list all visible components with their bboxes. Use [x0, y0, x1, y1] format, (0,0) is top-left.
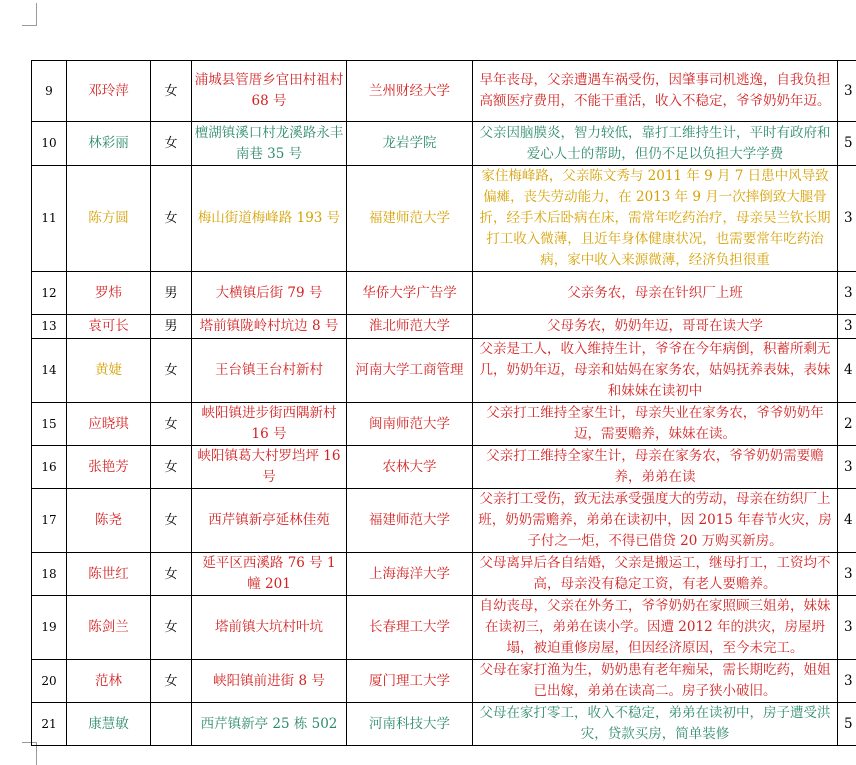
cell-student-name: 罗炜	[67, 272, 151, 315]
cell-address: 塔前镇大坑村叶坑	[192, 596, 347, 660]
cell-gender: 女	[151, 339, 192, 403]
table-row	[32, 446, 856, 489]
cell-address: 延平区西溪路 76 号 1 幢 201	[192, 553, 347, 596]
cell-number: 19	[32, 596, 67, 660]
cell-address: 西芹镇新亭延林佳苑	[192, 489, 347, 553]
cell-family-situation: 父亲是工人，收入维持生计，爷爷在今年病倒，积蓄所剩无几，奶奶年迈，母亲和姑妈在家务农，姑妈抚养表妹，表妹和妹妹在读初中	[473, 339, 838, 403]
cell-student-name: 林彩丽	[67, 122, 151, 166]
cell-gender: 女	[151, 596, 192, 660]
cell-gender: 女	[151, 122, 192, 166]
cell-family-situation: 父母在家打零工，收入不稳定，弟弟在读初中，房子遭受洪灾，贷款买房，简单装修	[473, 703, 838, 746]
document-page	[31, 60, 856, 746]
cell-university: 农林大学	[347, 446, 473, 489]
cell-student-name: 袁可长	[67, 315, 151, 339]
cell-gender	[151, 703, 192, 746]
cell-university: 闽南师范大学	[347, 403, 473, 446]
cell-extra: 3	[838, 315, 856, 339]
cell-address: 梅山街道梅峰路 193 号	[192, 166, 347, 272]
cell-gender: 女	[151, 660, 192, 703]
cell-university: 福建师范大学	[347, 489, 473, 553]
cell-gender: 女	[151, 489, 192, 553]
cell-student-name: 陈世红	[67, 553, 151, 596]
table-row	[32, 315, 856, 339]
table-row	[32, 553, 856, 596]
cell-number: 15	[32, 403, 67, 446]
student-aid-table	[31, 60, 856, 746]
cell-number: 9	[32, 61, 67, 122]
cell-extra: 3	[838, 166, 856, 272]
cell-family-situation: 父母在家打渔为生，奶奶患有老年痴呆，需长期吃药，姐姐已出嫁，弟弟在读高二。房子狭小破旧。	[473, 660, 838, 703]
cell-student-name: 范林	[67, 660, 151, 703]
cell-address: 塔前镇陇岭村坑边 8 号	[192, 315, 347, 339]
cell-number: 16	[32, 446, 67, 489]
table-row	[32, 272, 856, 315]
table-row	[32, 403, 856, 446]
cell-extra: 3	[838, 446, 856, 489]
cell-gender: 男	[151, 315, 192, 339]
cell-family-situation: 父母务农，奶奶年迈，哥哥在读大学	[473, 315, 838, 339]
cell-extra: 3	[838, 596, 856, 660]
cell-extra: 2	[838, 403, 856, 446]
cell-family-situation: 父亲打工维持全家生计，母亲失业在家务农，爷爷奶奶年迈，需要赡养，妹妹在读。	[473, 403, 838, 446]
cell-gender: 女	[151, 166, 192, 272]
table-row	[32, 166, 856, 272]
cell-family-situation: 早年丧母，父亲遭遇车祸受伤，因肇事司机逃逸，自我负担高额医疗费用，不能干重活，收入不稳定，爷爷奶奶年迈。	[473, 61, 838, 122]
cell-university: 长春理工大学	[347, 596, 473, 660]
cell-address: 王台镇王台村新村	[192, 339, 347, 403]
cell-family-situation: 父亲务农，母亲在针织厂上班	[473, 272, 838, 315]
cell-extra: 3	[838, 272, 856, 315]
cell-address: 峡阳镇葛大村罗垱坪 16 号	[192, 446, 347, 489]
cell-student-name: 应晓琪	[67, 403, 151, 446]
table-body	[32, 61, 856, 746]
cell-family-situation: 父亲打工维持全家生计，母亲在家务农，爷爷奶奶需要赡养，弟弟在读	[473, 446, 838, 489]
cell-student-name: 邓玲萍	[67, 61, 151, 122]
cell-family-situation: 自幼丧母，父亲在外务工，爷爷奶奶在家照顾三姐弟，妹妹在读初三，弟弟在读小学。因遭 2012 年的洪灾，房屋坍塌，被迫重修房屋，但因经济原因，至今未完工。	[473, 596, 838, 660]
cell-number: 20	[32, 660, 67, 703]
cell-address: 西芹镇新亭 25 栋 502	[192, 703, 347, 746]
cell-address: 峡阳镇进步街西隅新村 16 号	[192, 403, 347, 446]
cell-university: 淮北师范大学	[347, 315, 473, 339]
cell-extra: 3	[838, 553, 856, 596]
table-row	[32, 489, 856, 553]
cell-extra: 5	[838, 703, 856, 746]
cell-university: 兰州财经大学	[347, 61, 473, 122]
cell-university: 龙岩学院	[347, 122, 473, 166]
cell-number: 12	[32, 272, 67, 315]
cell-gender: 男	[151, 272, 192, 315]
table-row	[32, 122, 856, 166]
cell-number: 14	[32, 339, 67, 403]
cell-address: 峡阳镇前进街 8 号	[192, 660, 347, 703]
cell-extra: 4	[838, 489, 856, 553]
cell-university: 厦门理工大学	[347, 660, 473, 703]
table-row	[32, 339, 856, 403]
cell-family-situation: 父亲因脑膜炎，智力较低，靠打工维持生计，平时有政府和爱心人士的帮助，但仍不足以负担大学学费	[473, 122, 838, 166]
cell-student-name: 陈剑兰	[67, 596, 151, 660]
cell-university: 河南大学工商管理	[347, 339, 473, 403]
cell-family-situation: 父母离异后各自结婚，父亲是搬运工，继母打工，工资均不高，母亲没有稳定工资，有老人要赡养。	[473, 553, 838, 596]
cell-university: 河南科技大学	[347, 703, 473, 746]
cell-gender: 女	[151, 553, 192, 596]
cell-number: 11	[32, 166, 67, 272]
cell-student-name: 康慧敏	[67, 703, 151, 746]
cell-student-name: 陈方圆	[67, 166, 151, 272]
cell-number: 17	[32, 489, 67, 553]
cell-university: 福建师范大学	[347, 166, 473, 272]
cell-university: 华侨大学广告学	[347, 272, 473, 315]
cell-extra: 4	[838, 339, 856, 403]
cell-address: 檀湖镇溪口村龙溪路永丰南巷 35 号	[192, 122, 347, 166]
cell-family-situation: 父亲打工受伤，致无法承受强度大的劳动，母亲在纺织厂上班，奶奶需赡养，弟弟在读初中，因 2015 年春节火灾，房子付之一炬，不得已借贷 20 万购买新房。	[473, 489, 838, 553]
table-row	[32, 703, 856, 746]
cell-family-situation: 家住梅峰路，父亲陈文秀与 2011 年 9 月 7 日患中风导致偏瘫，丧失劳动能力，在 2013 年 9 月一次摔倒致大腿骨折，经手术后卧病在床，需常年吃药治疗，母亲吴兰钦长期打工收入微薄，且近年身体健康状况，也需要常年吃药治病，家中收入来源微薄，经济负担很重	[473, 166, 838, 272]
table-row	[32, 596, 856, 660]
cell-number: 10	[32, 122, 67, 166]
cell-gender: 女	[151, 61, 192, 122]
cell-extra: 3	[838, 660, 856, 703]
crop-mark-top	[22, 3, 37, 26]
cell-university: 上海海洋大学	[347, 553, 473, 596]
cell-extra: 3	[838, 61, 856, 122]
table-row	[32, 61, 856, 122]
cell-student-name: 黄婕	[67, 339, 151, 403]
cell-number: 21	[32, 703, 67, 746]
cell-extra: 5	[838, 122, 856, 166]
cell-address: 大横镇后街 79 号	[192, 272, 347, 315]
cell-student-name: 陈尧	[67, 489, 151, 553]
cell-number: 13	[32, 315, 67, 339]
cell-gender: 女	[151, 446, 192, 489]
table-row	[32, 660, 856, 703]
cell-gender: 女	[151, 403, 192, 446]
cell-student-name: 张艳芳	[67, 446, 151, 489]
cell-address: 浦城县管厝乡官田村祖村 68 号	[192, 61, 347, 122]
cell-number: 18	[32, 553, 67, 596]
